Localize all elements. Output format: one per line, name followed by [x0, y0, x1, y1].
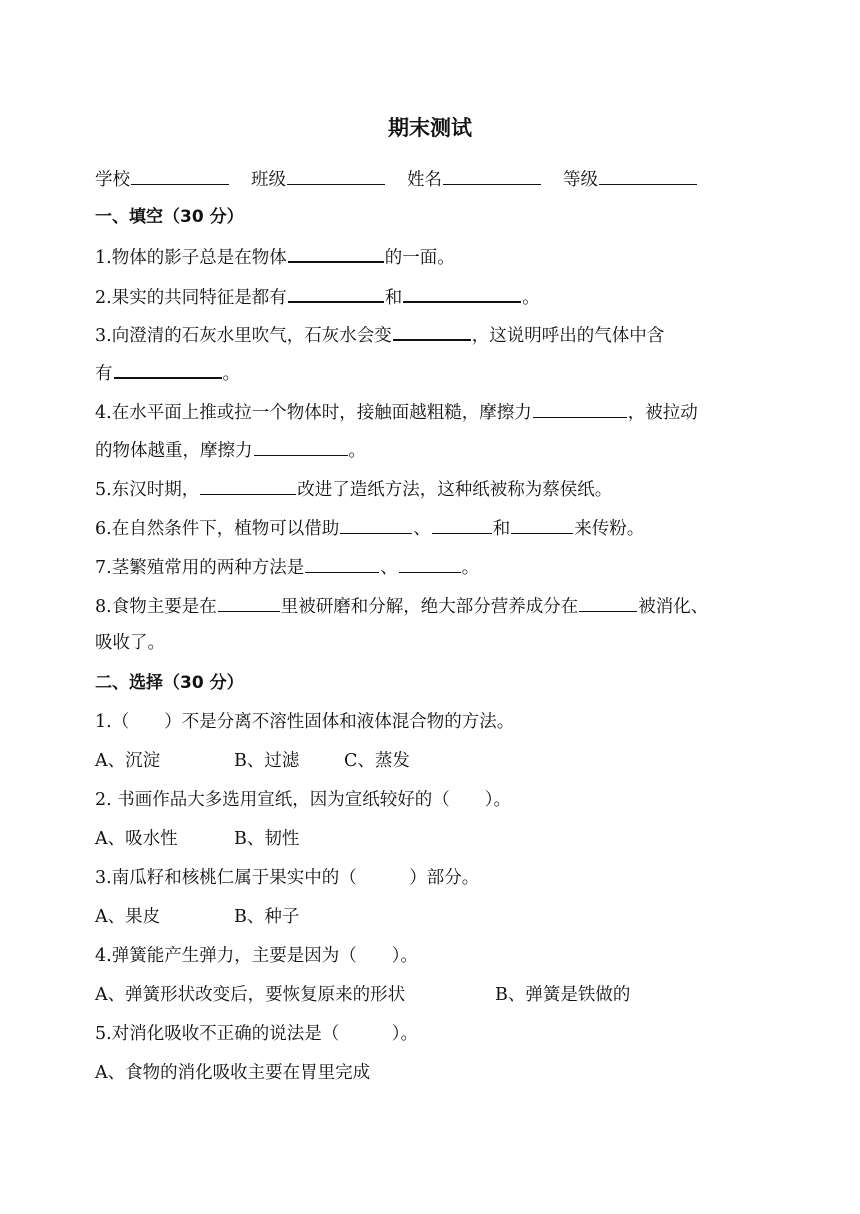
q8-text-a: 8.食物主要是在	[95, 597, 217, 617]
q2-text-b: 和	[384, 288, 403, 308]
q1-option-b[interactable]: B、过滤	[234, 751, 300, 771]
fill-question-7	[95, 554, 479, 580]
choice-question-3: 3.南瓜籽和核桃仁属于果实中的（ ）部分。	[95, 868, 480, 888]
q3-text-b: ，这说明呼出的气体中含	[471, 326, 665, 346]
q7-text-b: 、	[380, 558, 398, 578]
class-label: 班级	[251, 170, 286, 190]
choice-options-3	[95, 905, 299, 929]
q8-text-c: 被消化、	[638, 597, 709, 617]
q2-option-b[interactable]: B、韧性	[234, 829, 300, 849]
student-info-row	[95, 166, 697, 192]
fill-question-3-line1	[95, 321, 664, 348]
section1-heading: 一、填空（30 分）	[95, 207, 244, 227]
q4-text-c: 的物体越重，摩擦力	[95, 441, 253, 461]
q8-blank-1[interactable]	[218, 593, 280, 612]
q4-option-b[interactable]: B、弹簧是铁做的	[495, 985, 631, 1005]
fill-question-4-line1	[95, 399, 698, 425]
q5-blank[interactable]	[200, 476, 296, 495]
q6-text-d: 来传粉。	[574, 519, 645, 539]
q7-blank-2[interactable]	[399, 554, 461, 573]
fill-question-8-line1	[95, 593, 708, 619]
name-label: 姓名	[407, 170, 442, 190]
q3-option-b[interactable]: B、种子	[234, 907, 300, 927]
q2-option-a[interactable]: A、吸水性	[95, 829, 178, 849]
choice-options-1	[95, 749, 410, 773]
q7-blank-1[interactable]	[305, 554, 379, 573]
name-blank[interactable]	[443, 166, 541, 185]
fill-question-1	[95, 243, 455, 270]
fill-question-2	[95, 283, 540, 310]
choice-question-1: 1.（ ）不是分离不溶性固体和液体混合物的方法。	[95, 712, 515, 732]
q6-text-c: 和	[492, 519, 511, 539]
page-title: 期末测试	[388, 116, 472, 140]
q4-text-d: 。	[348, 441, 366, 461]
q2-text-a: 2.果实的共同特征是都有	[95, 288, 287, 308]
q1-text-a: 1.物体的影子总是在物体	[95, 248, 287, 268]
q8-text-b: 里被研磨和分解，绝大部分营养成分在	[280, 597, 579, 617]
q3-option-a[interactable]: A、果皮	[95, 907, 161, 927]
q4-text-a: 4.在水平面上推或拉一个物体时，接触面越粗糙，摩擦力	[95, 403, 532, 423]
q2-blank-2[interactable]	[403, 283, 521, 303]
fill-question-6	[95, 515, 644, 541]
q7-text-a: 7.茎繁殖常用的两种方法是	[95, 558, 305, 578]
q6-blank-1[interactable]	[340, 515, 412, 534]
q3-text-d: 。	[222, 364, 240, 384]
q6-text-a: 6.在自然条件下，植物可以借助	[95, 519, 340, 539]
q2-text-c: 。	[522, 288, 540, 308]
choice-options-2	[95, 827, 299, 851]
q1-option-c[interactable]: C、蒸发	[344, 751, 410, 771]
fill-question-8-line2: 吸收了。	[95, 633, 165, 653]
q6-blank-2[interactable]	[432, 515, 492, 534]
q1-blank[interactable]	[288, 243, 384, 263]
school-label: 学校	[95, 170, 130, 190]
q7-text-c: 。	[461, 558, 480, 578]
fill-question-3-line2	[95, 359, 240, 386]
choice-question-2: 2. 书画作品大多选用宣纸，因为宣纸较好的（ ）。	[95, 790, 512, 810]
q3-text-a: 3.向澄清的石灰水里吹气，石灰水会变	[95, 326, 392, 346]
class-blank[interactable]	[287, 166, 385, 185]
q5-option-a[interactable]: A、食物的消化吸收主要在胃里完成	[95, 1063, 371, 1083]
q3-blank-1[interactable]	[393, 321, 471, 341]
q5-text-a: 5.东汉时期，	[95, 480, 200, 500]
grade-label: 等级	[563, 170, 598, 190]
q4-blank-2[interactable]	[254, 437, 348, 456]
q1-text-b: 的一面。	[384, 248, 455, 268]
q3-blank-2[interactable]	[114, 359, 222, 379]
choice-question-5: 5.对消化吸收不正确的说法是（ ）。	[95, 1024, 418, 1044]
fill-question-5	[95, 476, 612, 502]
q4-text-b: ，被拉动	[627, 403, 698, 423]
q6-text-b: 、	[413, 519, 431, 539]
grade-blank[interactable]	[599, 166, 697, 185]
section2-heading: 二、选择（30 分）	[95, 673, 244, 693]
choice-options-5	[95, 1061, 370, 1085]
q4-blank-1[interactable]	[533, 399, 627, 418]
fill-question-4-line2	[95, 437, 366, 463]
school-blank[interactable]	[131, 166, 229, 185]
q2-blank-1[interactable]	[288, 283, 384, 303]
q8-blank-2[interactable]	[579, 593, 637, 612]
choice-options-4	[95, 983, 630, 1007]
q1-option-a[interactable]: A、沉淀	[95, 751, 161, 771]
choice-question-4: 4.弹簧能产生弹力，主要是因为（ ）。	[95, 946, 418, 966]
q5-text-b: 改进了造纸方法，这种纸被称为蔡侯纸。	[297, 480, 613, 500]
q4-option-a[interactable]: A、弹簧形状改变后，要恢复原来的形状	[95, 985, 406, 1005]
q6-blank-3[interactable]	[511, 515, 573, 534]
q3-text-c: 有	[95, 364, 113, 384]
